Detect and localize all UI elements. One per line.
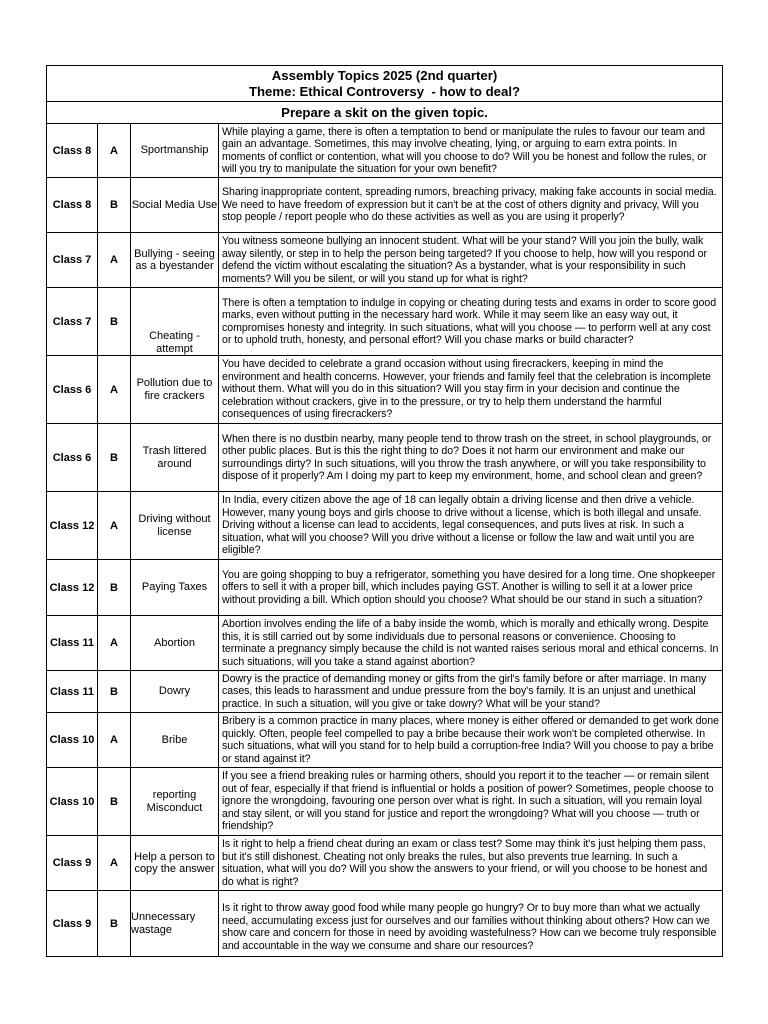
table-row [47,233,723,288]
table-row [47,560,723,616]
class-cell: Class 9 [47,891,98,957]
description-cell: You have decided to celebrate a grand occasion without using firecrackers, keeping in mind the environment and health concerns. However, your friends and family feel that the celebration is incomplete without them. What will you do in this situation? Will you stay firm in your decision and continue the celebration without crackers, give in to the pressure, or try to help them understand the harmful consequences of using firecrackers? [219,356,723,424]
class-cell: Class 8 [47,124,98,178]
section-cell: B [98,178,131,233]
topic-cell: Bullying - seeing as a byestander [131,233,219,288]
table-row [47,713,723,768]
section-cell: A [98,492,131,560]
topic-cell: Help a person to copy the answer [131,836,219,891]
section-cell: A [98,836,131,891]
table-row [47,616,723,671]
section-cell: A [98,233,131,288]
section-cell: B [98,288,131,356]
class-cell: Class 6 [47,356,98,424]
section-cell: B [98,768,131,836]
class-cell: Class 7 [47,233,98,288]
topic-cell: reporting Misconduct [131,768,219,836]
topic-cell: Social Media Use [131,178,219,233]
class-cell: Class 9 [47,836,98,891]
section-cell: B [98,671,131,713]
description-cell: Is it right to help a friend cheat during an exam or class test? Some may think it's just helping them pass, but it's still dishonest. Cheating not only breaks the rules, but also prevents true learning. In such a situation, what will you do? Will you show the answers to your friend, or will you choose to be honest and do what is right? [219,836,723,891]
topic-cell: Sportmanship [131,124,219,178]
description-cell: There is often a temptation to indulge in copying or cheating during tests and exams in order to score good marks, even without putting in the necessary hard work. While it may seem like an easy way out, it compromises honesty and integrity. In such situations, what will you choose — to perform well at any cost or to uphold truth, honesty, and personal effort? Will you chase marks or build character? [219,288,723,356]
description-cell: If you see a friend breaking rules or harming others, should you report it to the teacher — or remain silent out of fear, especially if that friend is influential or holds a position of power? Sometimes, people choose to ignore the wrongdoing, favouring one person over what is right. In such a situation, will you remain loyal and stay silent, or will you stand for justice and report the wrongdoing? What will you choose — truth or friendship? [219,768,723,836]
table-title-row [47,66,723,102]
title-line-1: Assembly Topics 2025 (2nd quarter) [271,67,498,83]
instruction: Prepare a skit on the given topic. [47,102,723,124]
class-cell: Class 8 [47,178,98,233]
table-row [47,836,723,891]
table-row [47,124,723,178]
topic-cell: Unnecessary wastage [131,891,219,957]
topic-cell: Paying Taxes [131,560,219,616]
assembly-topics-table [46,65,723,957]
table-row [47,492,723,560]
table-row [47,424,723,492]
class-cell: Class 7 [47,288,98,356]
instruction-row [47,102,723,124]
class-cell: Class 10 [47,713,98,768]
description-cell: Is it right to throw away good food while many people go hungry? Or to buy more than what we actually need, accumulating excess just for ourselves and our families without thinking about others? How can we show care and concern for those in need by avoiding wastefulness? How can we become truly responsible and accountable in the way we consume and share our resources? [219,891,723,957]
section-cell: A [98,713,131,768]
description-cell: Bribery is a common practice in many places, where money is either offered or demanded to get work done quickly. Often, people feel compelled to pay a bribe because their work won't be completed otherwise. In such situations, what will you stand for to help build a corruption-free India? Will you choose to pay a bribe or stand against it? [219,713,723,768]
section-cell: A [98,124,131,178]
class-cell: Class 10 [47,768,98,836]
table-row [47,178,723,233]
topic-cell: Driving without license [131,492,219,560]
description-cell: You witness someone bullying an innocent student. What will be your stand? Will you join the bully, walk away silently, or step in to help the person being targeted? If you choose to help, how will you respond or defend the victim without escalating the situation? As a bystander, what is your responsibility in such moments? Will you be silent, or will you stand up for what is right? [219,233,723,288]
class-cell: Class 11 [47,671,98,713]
class-cell: Class 12 [47,492,98,560]
topic-cell: Bribe [131,713,219,768]
section-cell: B [98,891,131,957]
table-row [47,768,723,836]
class-cell: Class 6 [47,424,98,492]
description-cell: Dowry is the practice of demanding money or gifts from the girl's family before or after marriage. In many cases, this leads to harassment and undue pressure from the boy's family. It is an unjust and unethical practice. In such a situation, will you give or take dowry? What will be your stand? [219,671,723,713]
class-cell: Class 11 [47,616,98,671]
topic-cell: Dowry [131,671,219,713]
description-cell: Sharing inappropriate content, spreading rumors, breaching privacy, making fake accounts in social media. We need to have freedom of expression but it can't be at the cost of others dignity and privacy, Will you stop people / report people who do these activities as well as you are using it properly? [219,178,723,233]
table-row [47,891,723,957]
topic-cell: Pollution due to fire crackers [131,356,219,424]
section-cell: B [98,560,131,616]
description-cell: In India, every citizen above the age of 18 can legally obtain a driving license and then drive a vehicle. However, many young boys and girls choose to drive without a license, which is both illegal and unsafe. Driving without a license can lead to accidents, legal consequences, and puts lives at risk. In such a situation, what will you choose? Will you drive without a license or follow the law and wait until you are eligible? [219,492,723,560]
table-row [47,288,723,356]
topic-cell: Abortion [131,616,219,671]
description-cell: You are going shopping to buy a refrigerator, something you have desired for a long time. One shopkeeper offers to sell it with a proper bill, which includes paying GST. Another is willing to sell it at a lower price without providing a bill. Which option should you choose? What should be our stand in such a situation? [219,560,723,616]
section-cell: A [98,616,131,671]
title-line-2: Theme: Ethical Controversy - how to deal? [248,83,521,99]
class-cell: Class 12 [47,560,98,616]
topic-cell: Trash littered around [131,424,219,492]
table-title [47,66,723,102]
section-cell: A [98,356,131,424]
table-row [47,356,723,424]
topic-cell: Cheating - attempt [131,288,219,356]
description-cell: While playing a game, there is often a temptation to bend or manipulate the rules to favour our team and gain an advantage. Sometimes, this may involve cheating, lying, or arguing to earn extra points. In moments of conflict or contention, what will you choose to do? Will you be honest and follow the rules, or will you try to manipulate the situation for your own benefit? [219,124,723,178]
description-cell: When there is no dustbin nearby, many people tend to throw trash on the street, in school playgrounds, or other public places. But is this the right thing to do? Does it not harm our environment and make our surroundings dirty? In such situations, will you throw the trash anywhere, or will you take responsibility to dispose of it properly? Am I doing my part to keep my environment, home, and school clean and green? [219,424,723,492]
section-cell: B [98,424,131,492]
table-row [47,671,723,713]
description-cell: Abortion involves ending the life of a baby inside the womb, which is morally and ethically wrong. Despite this, it is still carried out by some individuals due to personal reasons or convenience. Choosing to terminate a pregnancy simply because the child is not wanted raises serious moral and ethical concerns. In such situations, will you take a stand against abortion? [219,616,723,671]
